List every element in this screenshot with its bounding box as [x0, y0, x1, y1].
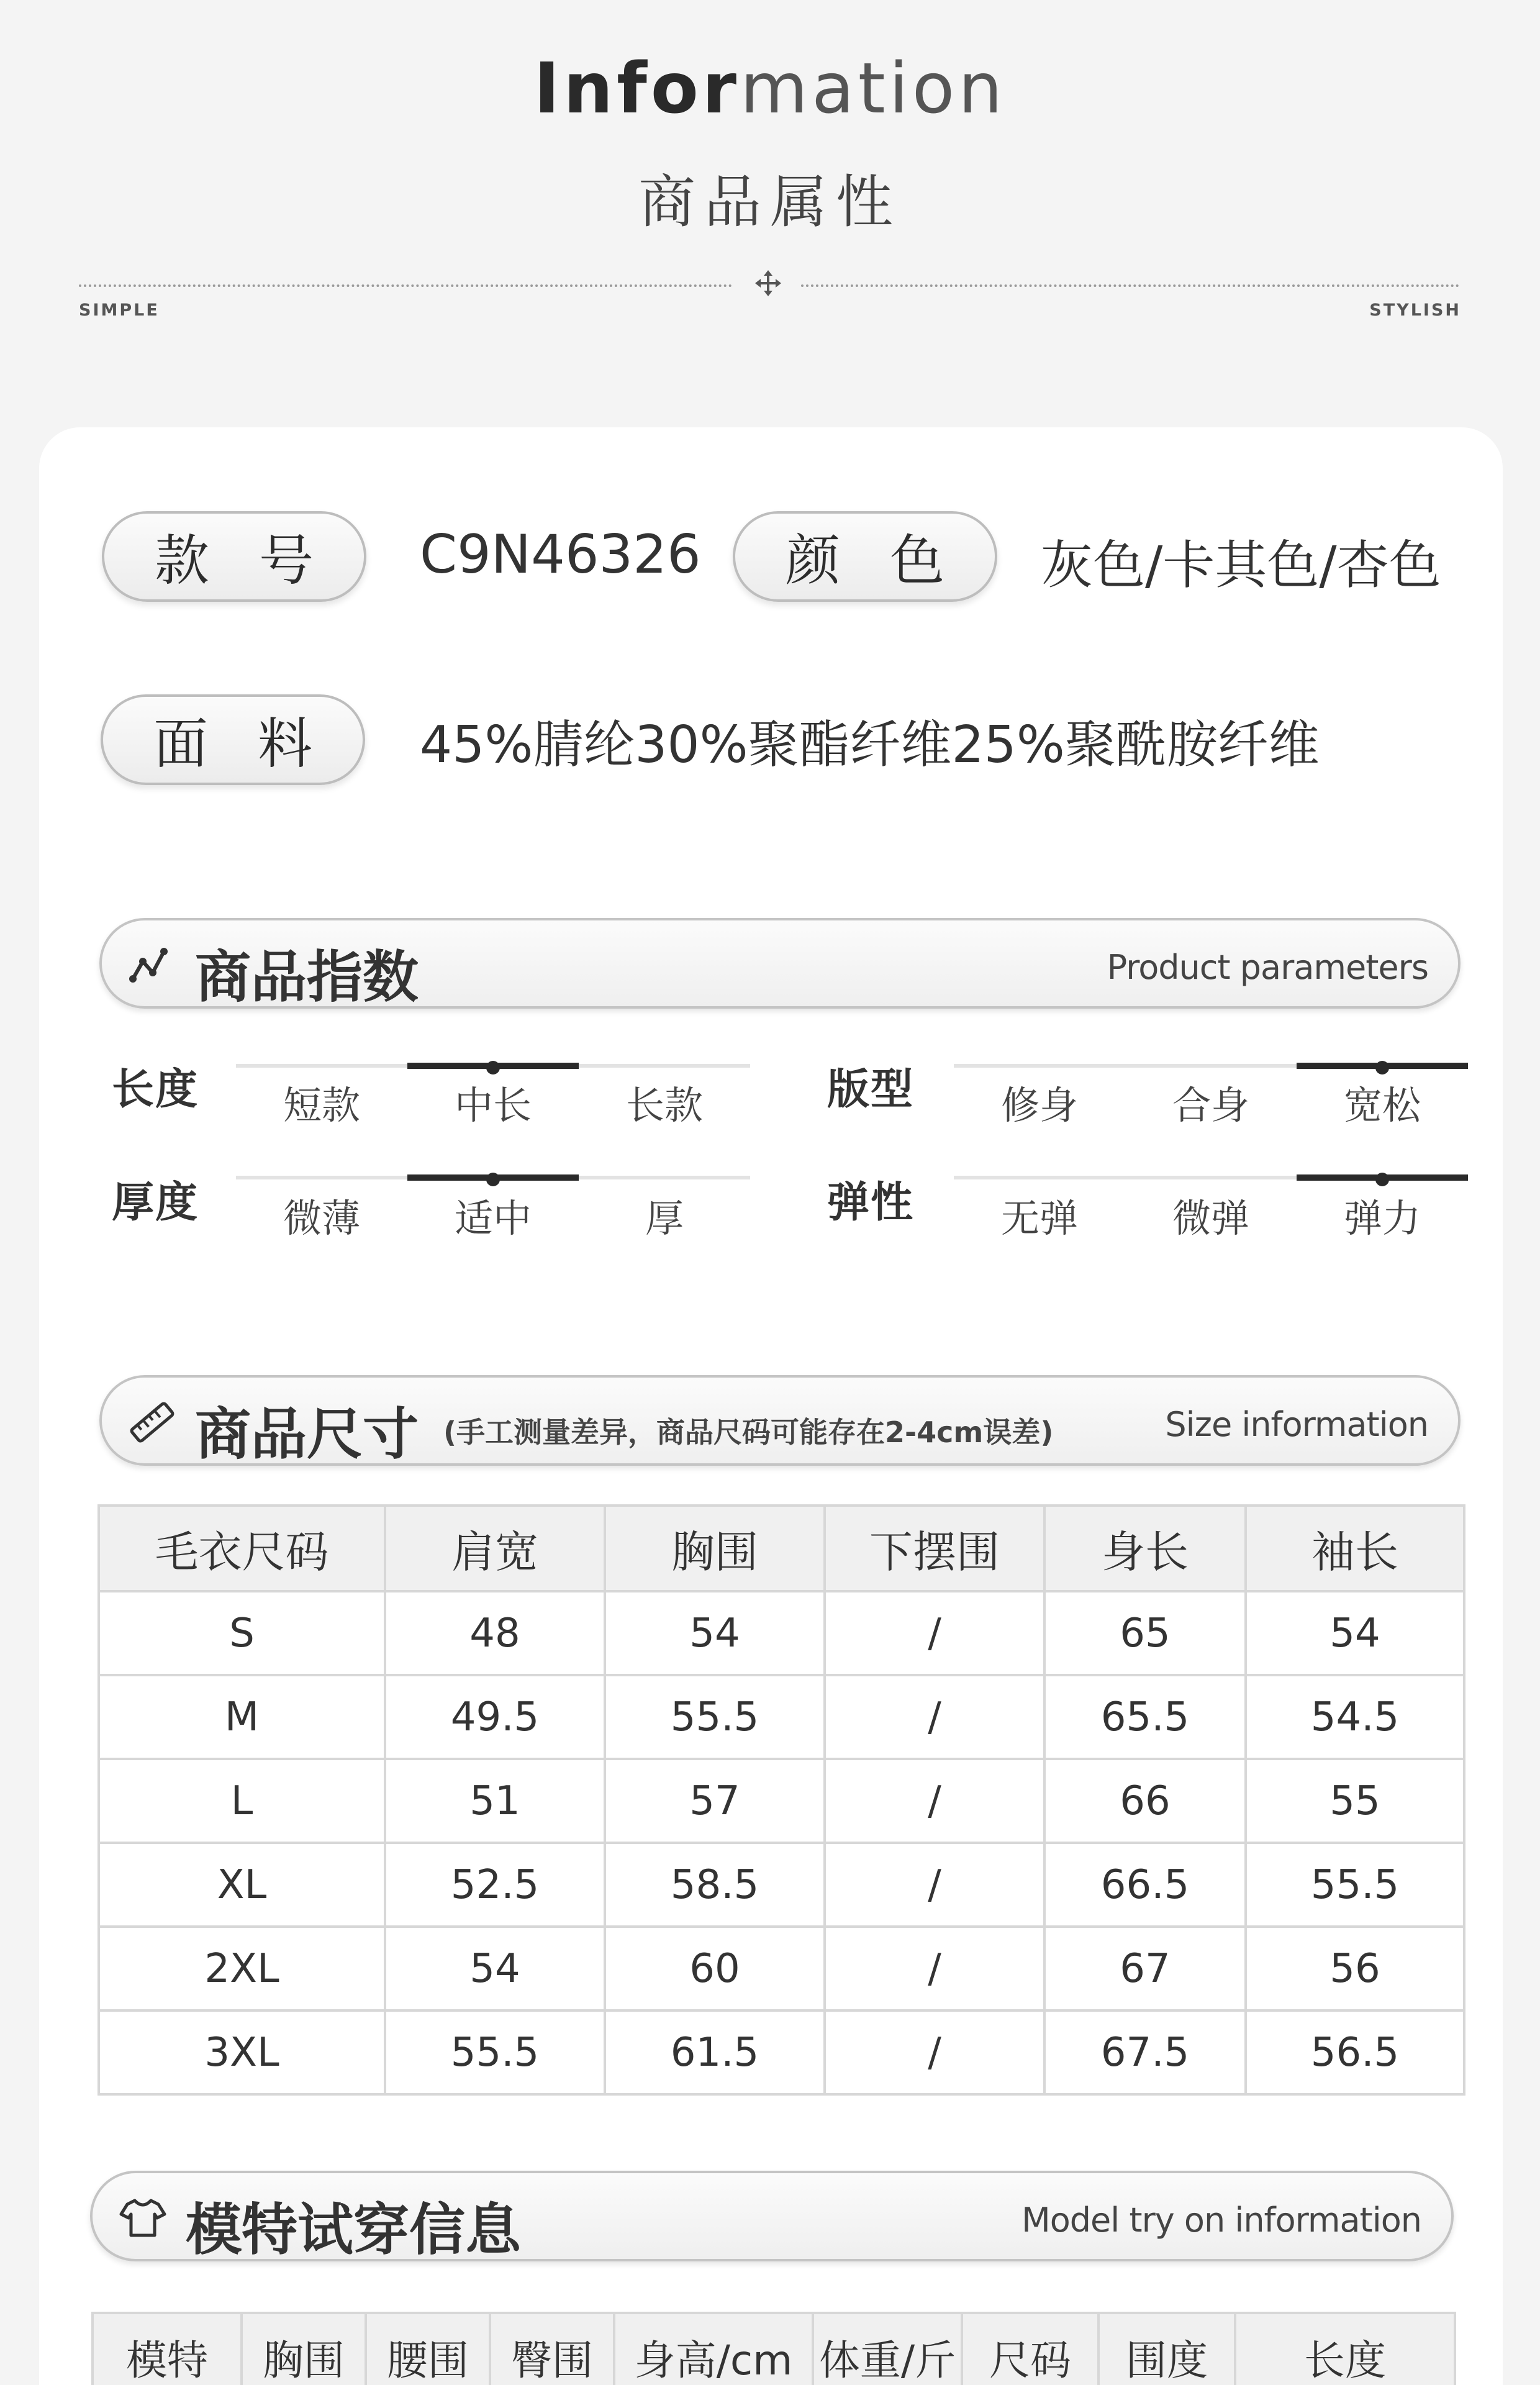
value-cell: 49.5	[385, 1675, 605, 1759]
option-stretch: 弹力	[1343, 1196, 1421, 1241]
option-loose: 宽松	[1343, 1083, 1421, 1128]
header-cell: 下摆围	[825, 1506, 1044, 1591]
value-cell: 67	[1044, 1927, 1246, 2010]
param-label-fit: 版型	[827, 1065, 915, 1114]
value-cell: /	[825, 1843, 1044, 1927]
header-cell: 毛衣尺码	[99, 1506, 385, 1591]
option-slim: 修身	[1000, 1083, 1078, 1128]
header-cell: 臀围	[490, 2313, 614, 2385]
style-number-value: C9N46326	[420, 524, 701, 586]
section-title-english: Model try on information	[1021, 2201, 1421, 2240]
section-title: 模特试穿信息	[186, 2197, 521, 2263]
table-row	[99, 1591, 1464, 1675]
title-english	[0, 48, 1540, 129]
title-light-part: mation	[740, 48, 1007, 129]
scale-marker	[486, 1173, 500, 1186]
value-cell: 54	[1246, 1591, 1464, 1675]
header-cell: 胸围	[242, 2313, 366, 2385]
section-title: 商品尺寸	[195, 1402, 419, 1467]
scale-marker	[486, 1061, 500, 1074]
value-cell: 65	[1044, 1591, 1246, 1675]
section-title: 商品指数	[195, 945, 419, 1010]
fabric-label: 面 料	[101, 694, 365, 785]
option-thick: 厚	[645, 1196, 684, 1241]
table-row	[99, 1675, 1464, 1759]
scale-marker	[1375, 1061, 1389, 1074]
option-long: 长款	[625, 1083, 703, 1128]
header-cell: 胸围	[605, 1506, 825, 1591]
table-row	[99, 1927, 1464, 2010]
option-no-stretch: 无弹	[1000, 1196, 1078, 1241]
value-cell: 66	[1044, 1759, 1246, 1843]
header-cell: 袖长	[1246, 1506, 1464, 1591]
option-thin: 微薄	[283, 1196, 360, 1241]
header-cell: 腰围	[366, 2313, 490, 2385]
table-row	[99, 2010, 1464, 2094]
size-cell: S	[99, 1591, 385, 1675]
size-cell: 3XL	[99, 2010, 385, 2094]
title-bold-part: Infor	[533, 48, 741, 129]
value-cell: 56.5	[1246, 2010, 1464, 2094]
section-title-english: Product parameters	[1107, 948, 1428, 987]
fabric-value: 45%腈纶30%聚酯纤维25%聚酰胺纤维	[420, 716, 1320, 775]
option-medium: 适中	[454, 1196, 532, 1241]
header-cell: 长度	[1235, 2313, 1455, 2385]
size-cell: M	[99, 1675, 385, 1759]
value-cell: /	[825, 1759, 1044, 1843]
size-cell: 2XL	[99, 1927, 385, 2010]
value-cell: 57	[605, 1759, 825, 1843]
value-cell: 56	[1246, 1927, 1464, 2010]
size-cell: XL	[99, 1843, 385, 1927]
value-cell: 67.5	[1044, 2010, 1246, 2094]
table-header-row	[93, 2313, 1455, 2385]
header-cell: 肩宽	[385, 1506, 605, 1591]
color-label: 颜 色	[733, 511, 997, 602]
param-label-length: 长度	[112, 1065, 199, 1114]
section-model-try-on	[90, 2171, 1454, 2261]
header-cell: 尺码	[962, 2313, 1098, 2385]
size-cell: L	[99, 1759, 385, 1843]
header-cell: 身高/cm	[614, 2313, 813, 2385]
shirt-icon	[119, 2196, 167, 2240]
table-header-row	[99, 1506, 1464, 1591]
section-product-parameters	[99, 918, 1461, 1009]
section-size-information	[99, 1375, 1461, 1466]
tag-stylish: STYLISH	[1369, 301, 1461, 320]
size-note: (手工测量差异，商品尺码可能存在2-4cm误差)	[443, 1415, 1054, 1449]
size-table	[97, 1504, 1465, 2096]
table-row	[99, 1759, 1464, 1843]
param-label-thickness: 厚度	[112, 1178, 199, 1227]
value-cell: /	[825, 1591, 1044, 1675]
param-label-elasticity: 弹性	[827, 1178, 915, 1227]
value-cell: 54	[605, 1591, 825, 1675]
option-slight-stretch: 微弹	[1172, 1196, 1249, 1241]
value-cell: 51	[385, 1759, 605, 1843]
header-cell: 体重/斤	[813, 2313, 962, 2385]
option-mid-length: 中长	[454, 1083, 532, 1128]
value-cell: 55	[1246, 1759, 1464, 1843]
divider-right	[801, 284, 1459, 287]
value-cell: 55.5	[605, 1675, 825, 1759]
divider-left	[79, 284, 732, 287]
header-cell: 模特	[93, 2313, 242, 2385]
value-cell: 60	[605, 1927, 825, 2010]
style-number-label: 款 号	[102, 511, 366, 602]
value-cell: 61.5	[605, 2010, 825, 2094]
value-cell: 54	[385, 1927, 605, 2010]
scale-marker	[1375, 1173, 1389, 1186]
table-row	[99, 1843, 1464, 1927]
trend-line-icon	[128, 943, 176, 988]
value-cell: 54.5	[1246, 1675, 1464, 1759]
value-cell: 66.5	[1044, 1843, 1246, 1927]
value-cell: /	[825, 1675, 1044, 1759]
color-value: 灰色/卡其色/杏色	[1041, 535, 1441, 596]
value-cell: 65.5	[1044, 1675, 1246, 1759]
value-cell: 48	[385, 1591, 605, 1675]
value-cell: 58.5	[605, 1843, 825, 1927]
header-cell: 身长	[1044, 1506, 1246, 1591]
section-title-english: Size information	[1165, 1405, 1428, 1444]
value-cell: 55.5	[385, 2010, 605, 2094]
option-regular: 合身	[1172, 1083, 1249, 1128]
option-short: 短款	[283, 1083, 360, 1128]
header-cell: 围度	[1098, 2313, 1235, 2385]
title-chinese: 商品属性	[638, 169, 902, 235]
tag-simple: SIMPLE	[79, 301, 160, 320]
value-cell: 52.5	[385, 1843, 605, 1927]
ruler-icon	[128, 1400, 176, 1445]
value-cell: /	[825, 2010, 1044, 2094]
four-way-arrow-icon	[753, 268, 783, 298]
value-cell: /	[825, 1927, 1044, 2010]
model-table	[91, 2312, 1456, 2385]
value-cell: 55.5	[1246, 1843, 1464, 1927]
